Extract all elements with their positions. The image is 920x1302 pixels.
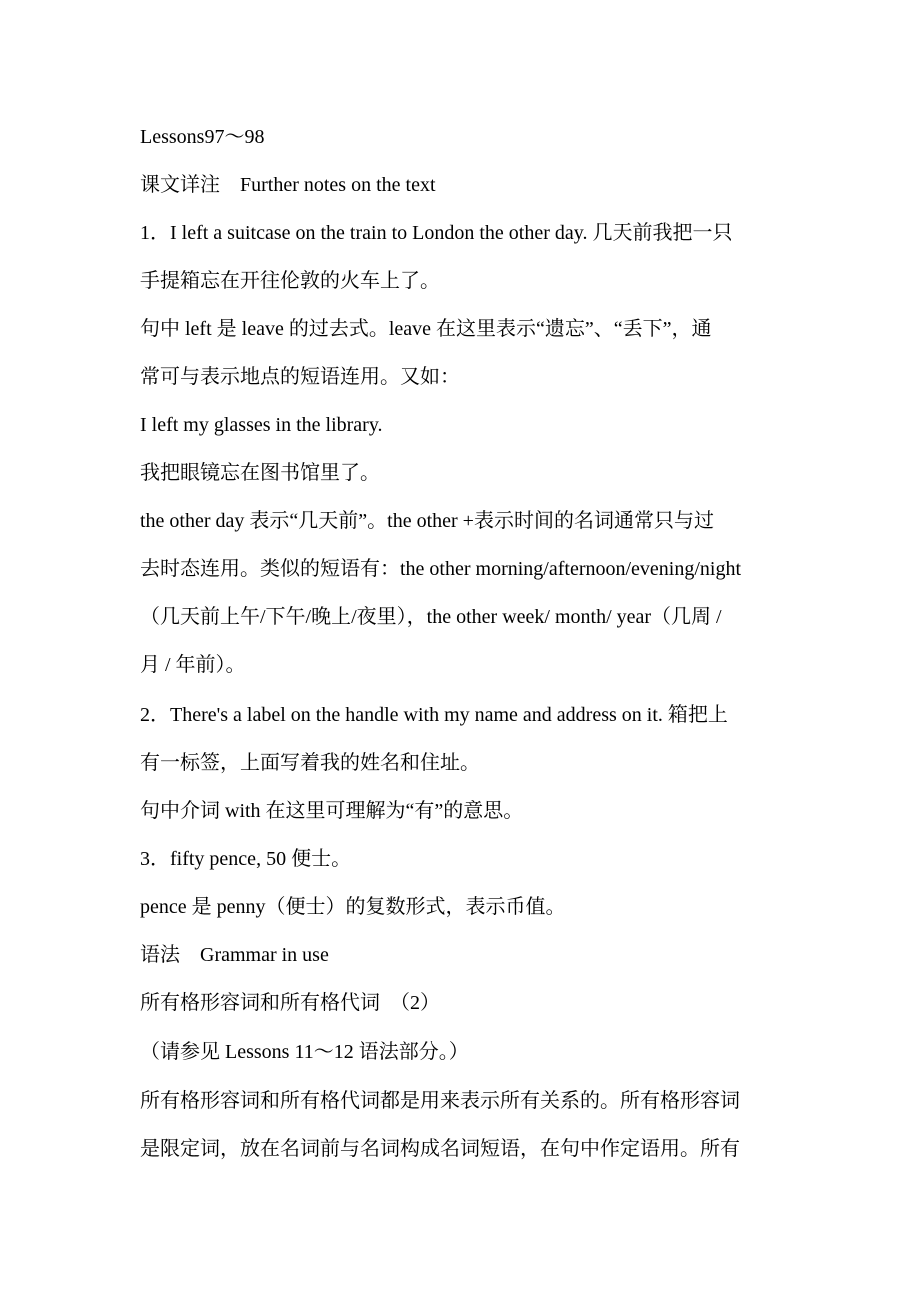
note-1-other-day-cont-3: 月 / 年前）。 xyxy=(140,654,246,676)
note-1-other-day-cont: 去时态连用。类似的短语有：the other morning/afternoon/evening/night xyxy=(140,558,742,580)
section-heading-grammar: 语法 Grammar in use xyxy=(140,944,329,966)
section-heading-notes: 课文详注 Further notes on the text xyxy=(140,174,436,196)
lesson-title: Lessons97～98 xyxy=(140,126,265,148)
note-2-sentence: 2．There's a label on the handle with my name and address on it. 箱把上 xyxy=(140,704,728,726)
grammar-reference: （请参见 Lessons 11～12 语法部分。） xyxy=(140,1041,469,1063)
example-translation: 我把眼镜忘在图书馆里了。 xyxy=(140,462,380,484)
note-1-other-day-cont-2: （几天前上午/下午/晚上/夜里），the other week/ month/ year（几周 / xyxy=(140,606,722,628)
grammar-paragraph-line-2: 是限定词，放在名词前与名词构成名词短语，在句中作定语用。所有 xyxy=(140,1138,740,1160)
note-2-translation: 有一标签，上面写着我的姓名和住址。 xyxy=(140,752,480,774)
example-sentence: I left my glasses in the library. xyxy=(140,414,383,436)
note-3-explanation: pence 是 penny（便士）的复数形式，表示币值。 xyxy=(140,896,566,918)
note-1-explanation: 句中 left 是 leave 的过去式。leave 在这里表示“遗忘”、“丢下”，通 xyxy=(140,318,712,340)
note-1-sentence: 1．I left a suitcase on the train to London the other day. 几天前我把一只 xyxy=(140,222,733,244)
grammar-paragraph-line-1: 所有格形容词和所有格代词都是用来表示所有关系的。所有格形容词 xyxy=(140,1090,740,1112)
note-1-explanation-cont: 常可与表示地点的短语连用。又如： xyxy=(140,366,460,388)
grammar-topic: 所有格形容词和所有格代词 （2） xyxy=(140,992,440,1014)
note-3-sentence: 3．fifty pence, 50 便士。 xyxy=(140,848,352,870)
note-1-translation: 手提箱忘在开往伦敦的火车上了。 xyxy=(140,270,440,292)
note-1-other-day: the other day 表示“几天前”。the other +表示时间的名词通常只与过 xyxy=(140,510,714,532)
note-2-explanation: 句中介词 with 在这里可理解为“有”的意思。 xyxy=(140,800,524,822)
